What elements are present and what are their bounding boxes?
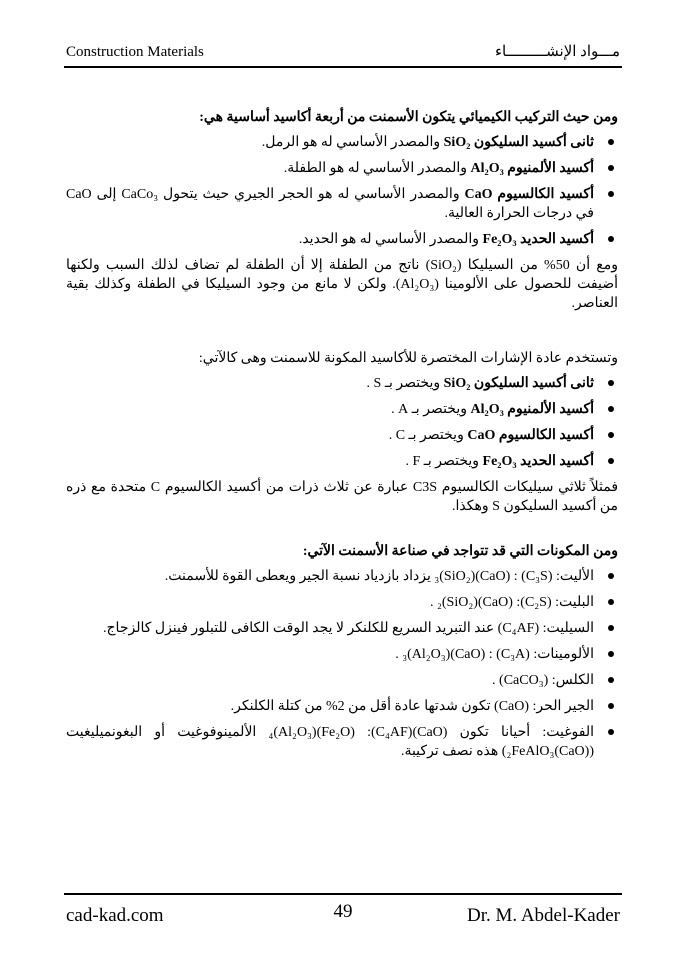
list-item bbox=[66, 426, 618, 445]
components-list bbox=[66, 567, 618, 761]
item-text: والمصدر الأساسي له هو الحجر الجيري حيث يتحول CaCo₃ إلى CaO في درجات الحرارة العالية. bbox=[66, 187, 594, 221]
item-text: ويختصر بـ F . bbox=[405, 454, 483, 469]
header-left-title: Construction Materials bbox=[66, 44, 204, 60]
section1-heading: ومن حيث التركيب الكيميائي يتكون الأسمنت من أربعة أكاسيد أساسية هي: bbox=[199, 110, 618, 125]
list-item bbox=[66, 159, 618, 178]
list-item: البليت: (C₂S): (CaO)₂(SiO₂) . bbox=[66, 593, 618, 612]
list-item: الجير الحر: (CaO) تكون شدتها عادة أقل من 2% من كتلة الكلنكر. bbox=[66, 697, 618, 716]
section1-paragraph: ومع أن 50% من السيليكا (SiO₂) ناتج من الطفلة إلا أن الطفلة لم تضاف لذلك السبب ولكنها أضيفت للحصول على الألومينا (Al₂O₃). ولكن لا مانع من وجود السيليكا في الطفلة وكذلك بقية العناصر. bbox=[66, 258, 618, 311]
list-item bbox=[66, 400, 618, 419]
header-right-title: مـــواد الإنشـــــــــاء bbox=[494, 44, 620, 60]
item-text: والمصدر الأساسي له هو الطفلة. bbox=[283, 161, 471, 176]
list-item bbox=[66, 230, 618, 249]
item-bold: أكسيد الكالسيوم CaO bbox=[464, 187, 594, 202]
page-content bbox=[66, 108, 618, 768]
item-text: والمصدر الأساسي له هو الحديد. bbox=[298, 232, 483, 247]
page-number: 49 bbox=[333, 901, 353, 922]
list-item: الكلس: (CaCO₃) . bbox=[66, 671, 618, 690]
item-text: ويختصر بـ C . bbox=[388, 428, 468, 443]
section2-intro: وتستخدم عادة الإشارات المختصرة للأكاسيد المكونة للاسمنت وهى كالآتي: bbox=[198, 351, 618, 366]
page-header bbox=[64, 40, 622, 68]
page-footer bbox=[64, 893, 622, 935]
list-item: الفوغيت: أحيانا تكون (CaO)₄(Al₂O₃)(Fe₂O) :(C₄AF) الألمينوفوغيت أو البغونميليغيت ((CaO)₂FeAlO₃) هذه نصف تركيبة. bbox=[66, 723, 618, 761]
list-item: الألومينات: (C₃A) : (CaO)₃(Al₂O₃) . bbox=[66, 645, 618, 664]
item-bold: ثانى أكسيد السليكون SiO₂ bbox=[443, 376, 594, 391]
item-bold: أكسيد الكالسيوم CaO bbox=[467, 428, 594, 443]
item-bold: ثانى أكسيد السليكون SiO₂ bbox=[443, 135, 594, 150]
list-item bbox=[66, 374, 618, 393]
list-item bbox=[66, 185, 618, 223]
item-text: ويختصر بـ A . bbox=[391, 402, 471, 417]
item-text: ويختصر بـ S . bbox=[366, 376, 444, 391]
item-text: والمصدر الأساسي له هو الرمل. bbox=[261, 135, 444, 150]
abbreviations-list bbox=[66, 374, 618, 471]
list-item: السيليت: (C₄AF) عند التبريد السريع للكلنكر لا يجد الوقت الكافى للتبلور فينزل كالزجاج. bbox=[66, 619, 618, 638]
list-item bbox=[66, 133, 618, 152]
item-bold: أكسيد الحديد Fe₂O₃ bbox=[482, 232, 594, 247]
oxides-list bbox=[66, 133, 618, 249]
list-item bbox=[66, 452, 618, 471]
footer-website: cad-kad.com bbox=[66, 905, 164, 926]
item-bold: أكسيد الألمنيوم Al₂O₃ bbox=[470, 402, 594, 417]
list-item: الأليت: (C₃S) : (CaO)₃(SiO₂) يزداد بازدياد نسبة الجير ويعطى القوة للأسمنت. bbox=[66, 567, 618, 586]
item-bold: أكسيد الحديد Fe₂O₃ bbox=[482, 454, 594, 469]
section2-paragraph: فمثلاً ثلاثي سيليكات الكالسيوم C3S عبارة عن ثلاث ذرات من أكسيد الكالسيوم C متحدة مع ذره من أكسيد السليكون S وهكذا. bbox=[66, 480, 619, 514]
item-bold: أكسيد الألمنيوم Al₂O₃ bbox=[470, 161, 594, 176]
section3-heading: ومن المكونات التي قد تتواجد في صناعة الأسمنت الآتي: bbox=[302, 544, 618, 559]
footer-author: Dr. M. Abdel-Kader bbox=[466, 905, 620, 926]
